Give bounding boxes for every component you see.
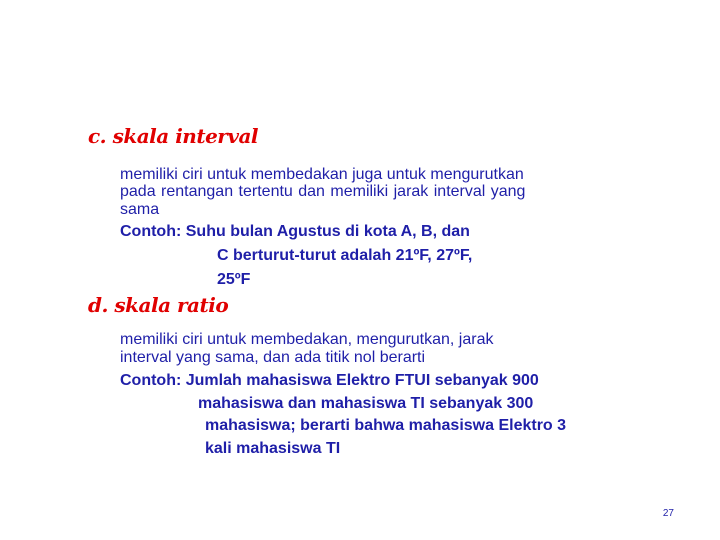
section-c-heading: c. skala interval xyxy=(88,124,259,148)
section-c-description-line-3: sama xyxy=(120,201,160,218)
section-d-example-line-4: kali mahasiswa TI xyxy=(205,440,341,457)
section-c-description-line-2: pada rentangan tertentu dan memiliki jarak interval yang xyxy=(120,183,526,200)
section-d-heading: d. skala ratio xyxy=(88,293,229,317)
section-c-example-line-1: Contoh: Suhu bulan Agustus di kota A, B, dan xyxy=(120,223,470,240)
section-d-example-line-2: mahasiswa dan mahasiswa TI sebanyak 300 xyxy=(198,395,534,412)
section-d-example-line-3: mahasiswa; berarti bahwa mahasiswa Elektro 3 xyxy=(205,417,567,434)
section-d-description-line-1: memiliki ciri untuk membedakan, mengurutkan, jarak xyxy=(120,331,494,348)
section-c-description-line-1: memiliki ciri untuk membedakan juga untuk mengurutkan xyxy=(120,166,524,183)
section-d-description-line-2: interval yang sama, dan ada titik nol berarti xyxy=(120,349,426,366)
page-number: 27 xyxy=(662,508,674,519)
section-c-example-line-2: C berturut-turut adalah 21ºF, 27ºF, xyxy=(217,247,473,264)
section-d-example-line-1: Contoh: Jumlah mahasiswa Elektro FTUI sebanyak 900 xyxy=(120,372,539,389)
section-c-example-line-3: 25ºF xyxy=(217,271,251,288)
